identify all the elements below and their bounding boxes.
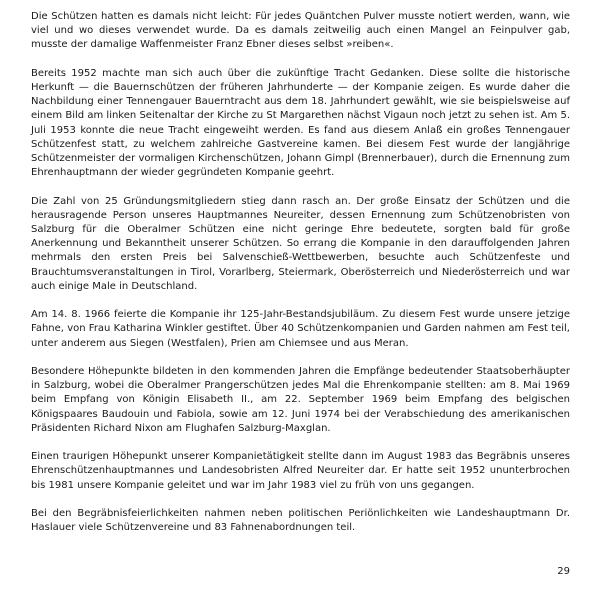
page-number: 29	[557, 566, 570, 577]
paragraph-funeral-attendance: Bei den Begräbnisfeierlichkeiten nahmen neben politischen Periönlichkeiten wie Landeshauptmann Dr. Haslauer viele Schützenvereine und 83 Fahnenabordnungen teil.	[31, 508, 570, 534]
paragraph-traditional-costume: Bereits 1952 machte man sich auch über die zukünftige Tracht Gedanken. Diese sollte die historische Herkunft — die Bauernschützen der früheren Jahrhunderte — der Kompanie zeigen. Es wurde daher die Nachbildung einer Tennengauer Bauerntracht aus dem 18. Jahrhundert gewählt, wie sie beispielsweise auf einem Bild am linken Seitenaltar der Kirche zu St Margarethen nächst Vigaun noch jetzt zu sehen ist. Am 5. Juli 1953 konnte die neue Tracht eingeweiht werden. Es fand aus diesem Anlaß ein großes Tennengauer Schützenfest statt, zu welchem zahlreiche Gastvereine kamen. Bei diesem Fest wurde der langjährige Schützenmeister der vormaligen Kirchenschützen, Johann Gimpl (Brennerbauer), durch die Ernennung zum Ehrenhauptmann der wieder gegründeten Kompanie geehrt.	[31, 67, 570, 179]
paragraph-funeral-neureiter: Einen traurigen Höhepunkt unserer Kompanietätigkeit stellte dann im August 1983 das Begräbnis unseres Ehrenschützenhauptmannes und Landesobristen Alfred Neureiter dar. Er hatte seit 1952 ununterbrochen bis 1981 unsere Kompanie geleitet und war im Jahr 1983 viel zu früh von uns gegangen.	[31, 451, 570, 491]
paragraph-membership-growth: Die Zahl von 25 Gründungsmitgliedern stieg dann rasch an. Der große Einsatz der Schützen und die herausragende Person unseres Hauptmannes Neureiter, dessen Ernennung zum Schützenobristen von Salzburg für die Oberalmer Schützen eine nicht geringe Ehre bedeutete, sorgten bald für große Anerkennung und Bekanntheit unserer Schützen. So errang die Kompanie in den darauffolgenden Jahren mehrmals den ersten Preis bei Salvenschieß-Wettbewerben, besuchte auch Schützenfeste und Brauchtumsveranstaltungen in Tirol, Vorarlberg, Steiermark, Oberösterreich und Niederösterreich und war auch einige Male in Deutschland.	[31, 195, 570, 292]
paragraph-powder-records: Die Schützen hatten es damals nicht leicht: Für jedes Quäntchen Pulver musste notiert werden, wann, wie viel und wo dieses verwendet wurde. Da es damals zeitweilig auch einen Mangel an Feinpulver gab, musste der damalige Waffenmeister Franz Ebner dieses selbst »reiben«.	[31, 11, 570, 51]
paragraph-state-receptions: Besondere Höhepunkte bildeten in den kommenden Jahren die Empfänge bedeutender Staatsoberhäupter in Salzburg, wobei die Oberalmer Prangerschützen jedes Mal die Ehrenkompanie stellten: am 8. Mai 1969 beim Empfang von Königin Elisabeth II., am 22. September 1969 beim Empfang des belgischen Königspaares Baudouin und Fabiola, sowie am 12. Juni 1974 bei der Verabschiedung des amerikanischen Präsidenten Richard Nixon am Flughafen Salzburg-Maxglan.	[31, 366, 570, 434]
paragraph-anniversary-1966: Am 14. 8. 1966 feierte die Kompanie ihr 125-Jahr-Bestandsjubiläum. Zu diesem Fest wurde unsere jetzige Fahne, von Frau Katharina Winkler gestiftet. Über 40 Schützenkompanien und Garden nahmen am Fest teil, unter anderem aus Siegen (Westfalen), Prien am Chiemsee und aus Meran.	[31, 309, 570, 349]
